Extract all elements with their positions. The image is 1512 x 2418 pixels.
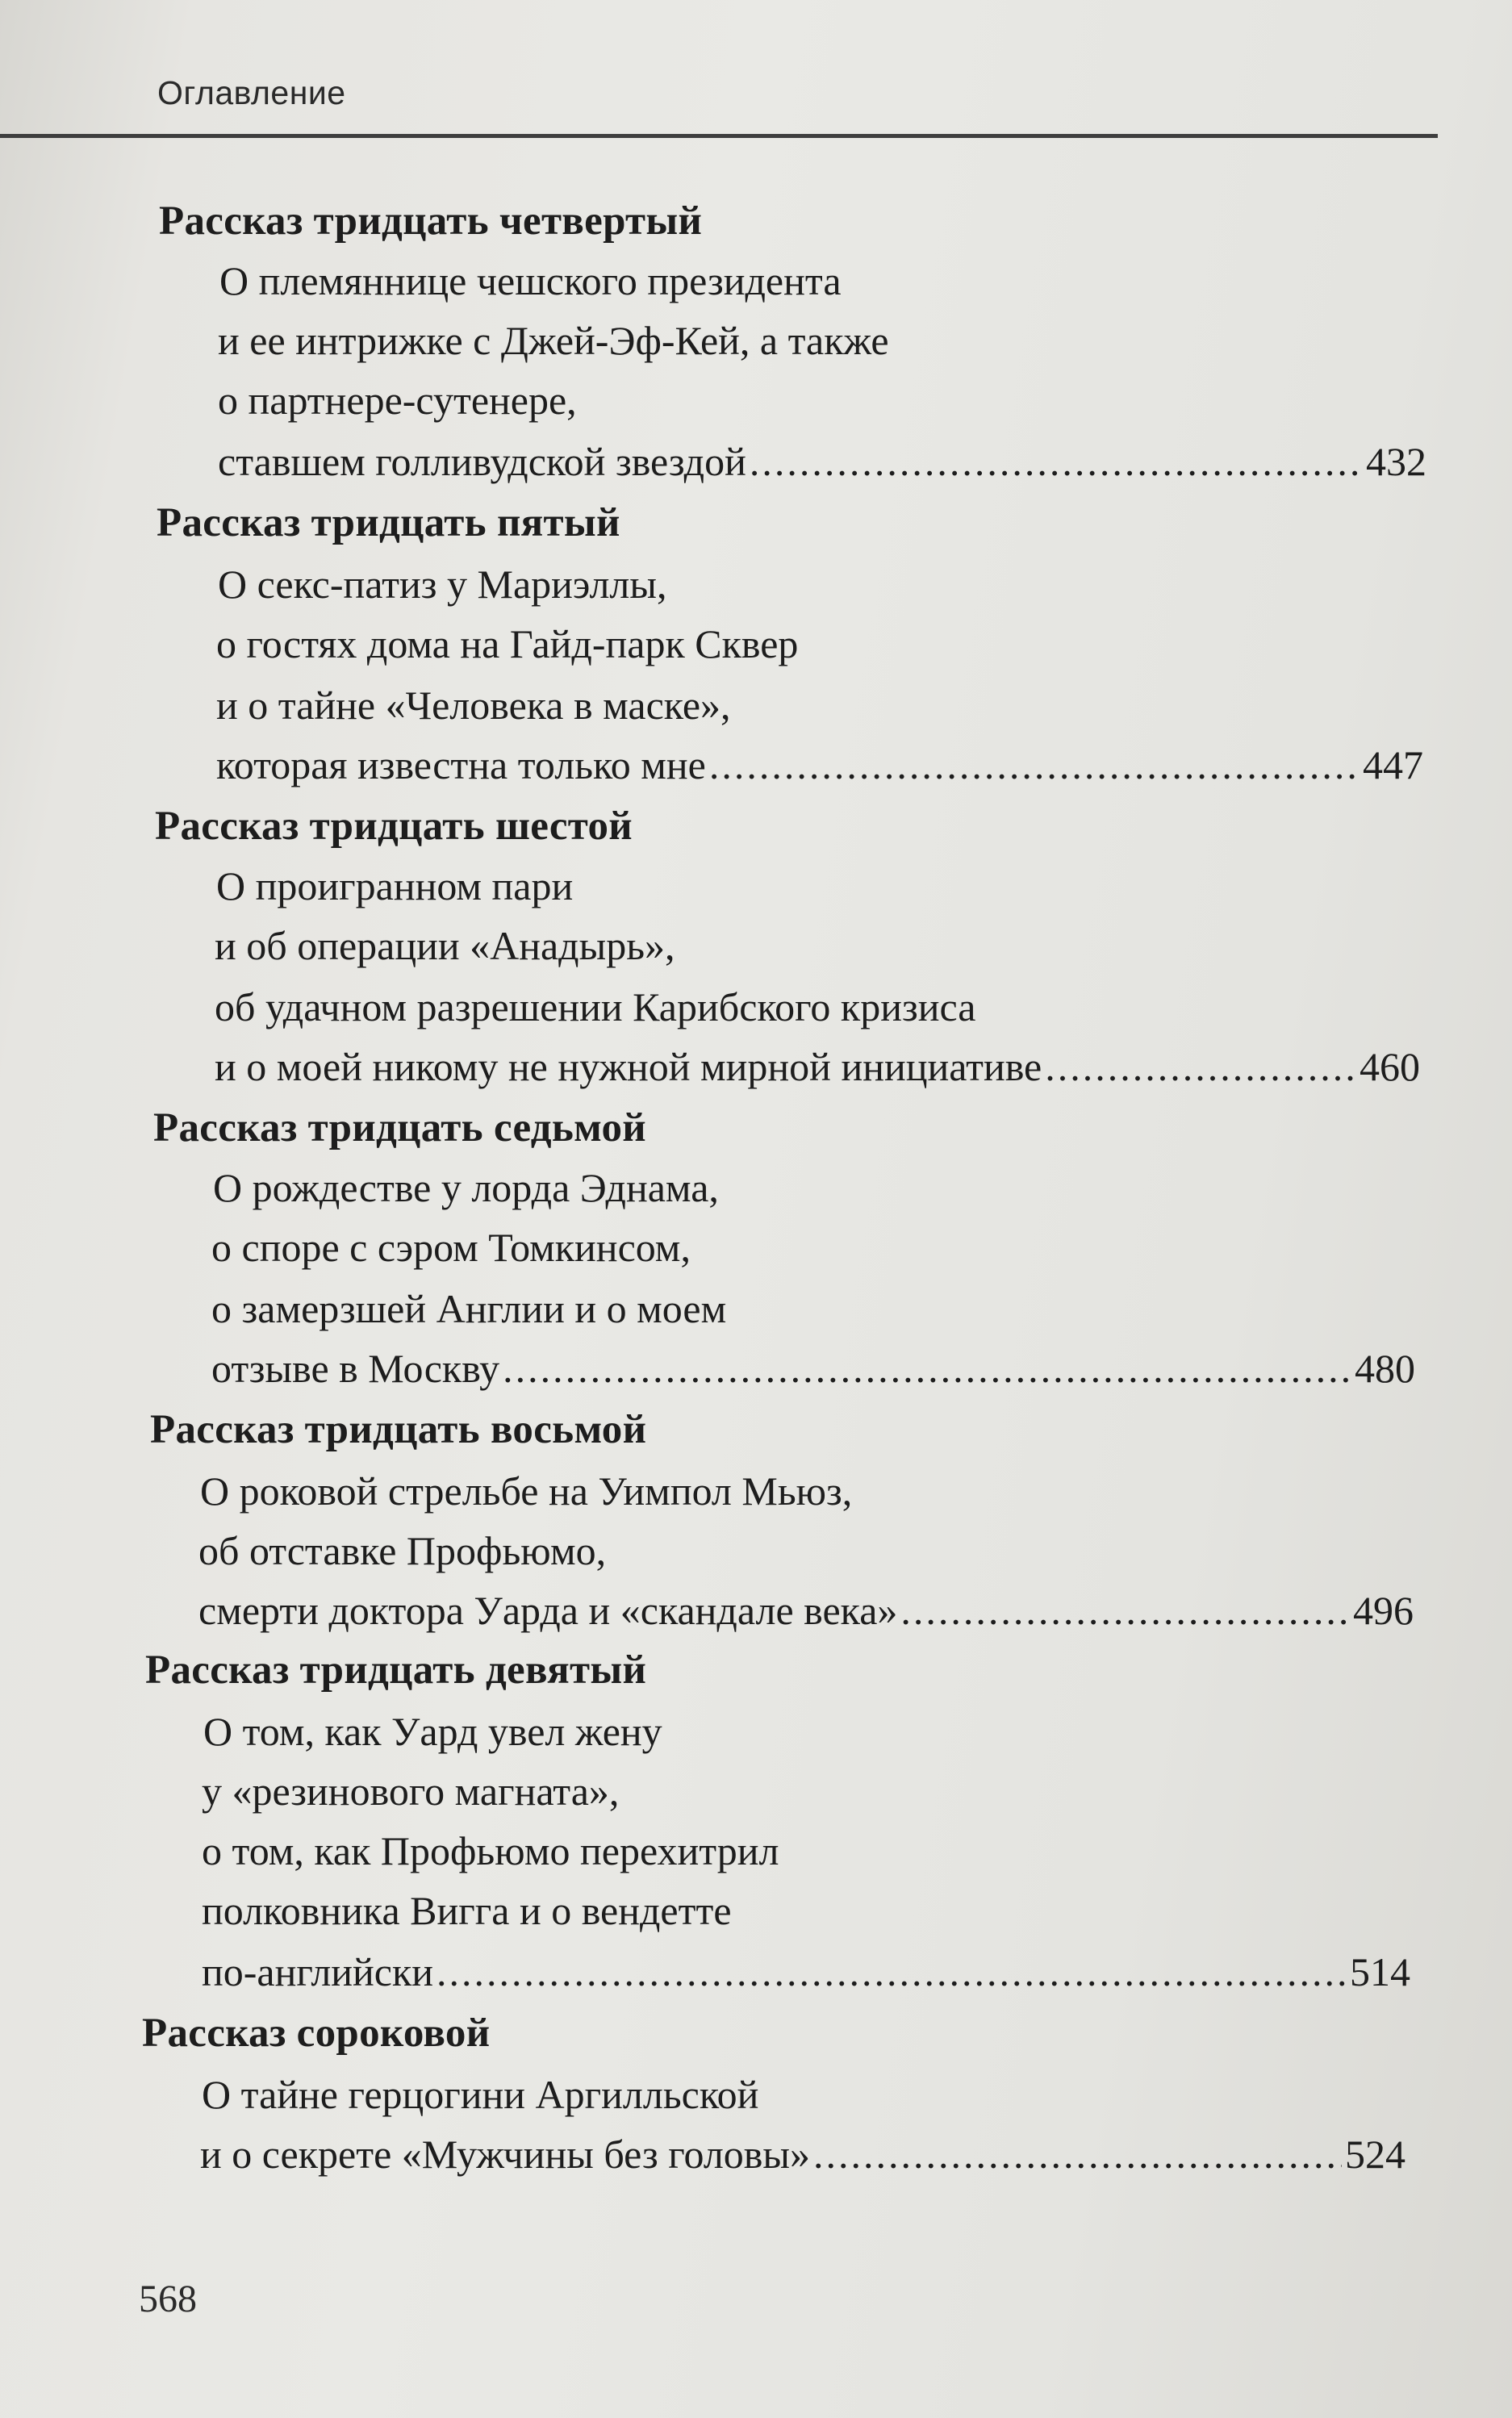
toc-entry-line: О проигранном пари	[216, 863, 574, 908]
toc-entry-title: Рассказ тридцать шестой	[155, 804, 633, 849]
toc-entry-line: у «резинового магната»,	[202, 1769, 620, 1814]
toc-entry-text: и о секрете «Мужчины без головы»	[200, 2132, 810, 2177]
toc-entry-last-line	[215, 1042, 1420, 1091]
toc-entry-line: о споре с сэром Томкинсом,	[211, 1225, 691, 1270]
toc-page-number: 496	[1353, 1588, 1414, 1633]
toc-entry-text: смерти доктора Уарда и «скандале века»	[198, 1588, 898, 1633]
toc-entry-title: Рассказ сороковой	[142, 2011, 491, 2056]
toc-entry-text: отзыве в Москву	[211, 1346, 500, 1391]
toc-entry-title: Рассказ тридцать четвертый	[159, 198, 703, 244]
toc-entry-line: о том, как Профьюмо перехитрил	[202, 1828, 779, 1873]
toc-entry-line: полковника Вигга и о вендетте	[202, 1888, 732, 1933]
toc-entry-line: об удачном разрешении Карибского кризиса	[215, 984, 976, 1029]
toc-entry-line: и ее интрижке с Джей-Эф-Кей, а также	[218, 318, 889, 363]
toc-page-number: 524	[1345, 2132, 1405, 2177]
toc-page-number: 460	[1360, 1044, 1420, 1089]
toc-entry-line: О тайне герцогини Аргилльской	[202, 2072, 759, 2117]
leader-dots	[750, 437, 1363, 486]
toc-entry-text: и о моей никому не нужной мирной инициативе	[215, 1044, 1042, 1089]
toc-entry-line: о гостях дома на Гайд-парк Сквер	[216, 621, 799, 666]
toc-entry-line: о замерзшей Англии и о моем	[211, 1286, 727, 1331]
toc-entry-line: о партнере-сутенере,	[218, 378, 577, 423]
toc-entry-last-line	[200, 2130, 1405, 2178]
toc-entry-line: и об операции «Анадырь»,	[215, 923, 675, 968]
leader-dots	[503, 1344, 1351, 1393]
toc-entry-title: Рассказ тридцать седьмой	[153, 1105, 646, 1151]
toc-entry-title: Рассказ тридцать пятый	[157, 500, 620, 545]
toc-entry-line: О племяннице чешского президента	[219, 258, 842, 303]
leader-dots	[436, 1948, 1347, 1996]
toc-entry-title: Рассказ тридцать девятый	[145, 1647, 647, 1693]
toc-entry-line: О секс-патиз у Мариэллы,	[218, 562, 667, 607]
toc-entry-line: об отставке Профьюмо,	[198, 1528, 607, 1573]
toc-entry-text: по-английски	[202, 1949, 434, 1994]
toc-entry-text: которая известна только мне	[216, 742, 706, 787]
page-number: 568	[139, 2278, 197, 2320]
running-header: Оглавление	[157, 74, 346, 111]
toc-page-number: 514	[1350, 1949, 1410, 1994]
toc-entry-line: О роковой стрельбе на Уимпол Мьюз,	[200, 1468, 853, 1514]
toc-entry-last-line	[198, 1586, 1414, 1635]
toc-entry-line: и о тайне «Человека в маске»,	[216, 683, 731, 728]
leader-dots	[709, 741, 1360, 789]
toc-page-number: 480	[1355, 1346, 1415, 1391]
toc-entry-last-line	[216, 741, 1423, 789]
toc-page-number: 432	[1366, 439, 1426, 484]
toc-entry-last-line	[211, 1344, 1415, 1393]
leader-dots	[900, 1586, 1350, 1635]
toc-entry-line: О рождестве у лорда Эднама,	[213, 1165, 719, 1210]
toc-page-number: 447	[1363, 742, 1423, 787]
leader-dots	[1045, 1042, 1356, 1091]
toc-entry-title: Рассказ тридцать восьмой	[150, 1407, 647, 1452]
toc-entry-text: ставшем голливудской звездой	[218, 439, 746, 484]
toc-entry-last-line	[202, 1948, 1410, 1996]
toc-entry-last-line	[218, 437, 1426, 486]
toc-entry-line: О том, как Уард увел жену	[203, 1709, 662, 1754]
leader-dots	[813, 2130, 1342, 2178]
